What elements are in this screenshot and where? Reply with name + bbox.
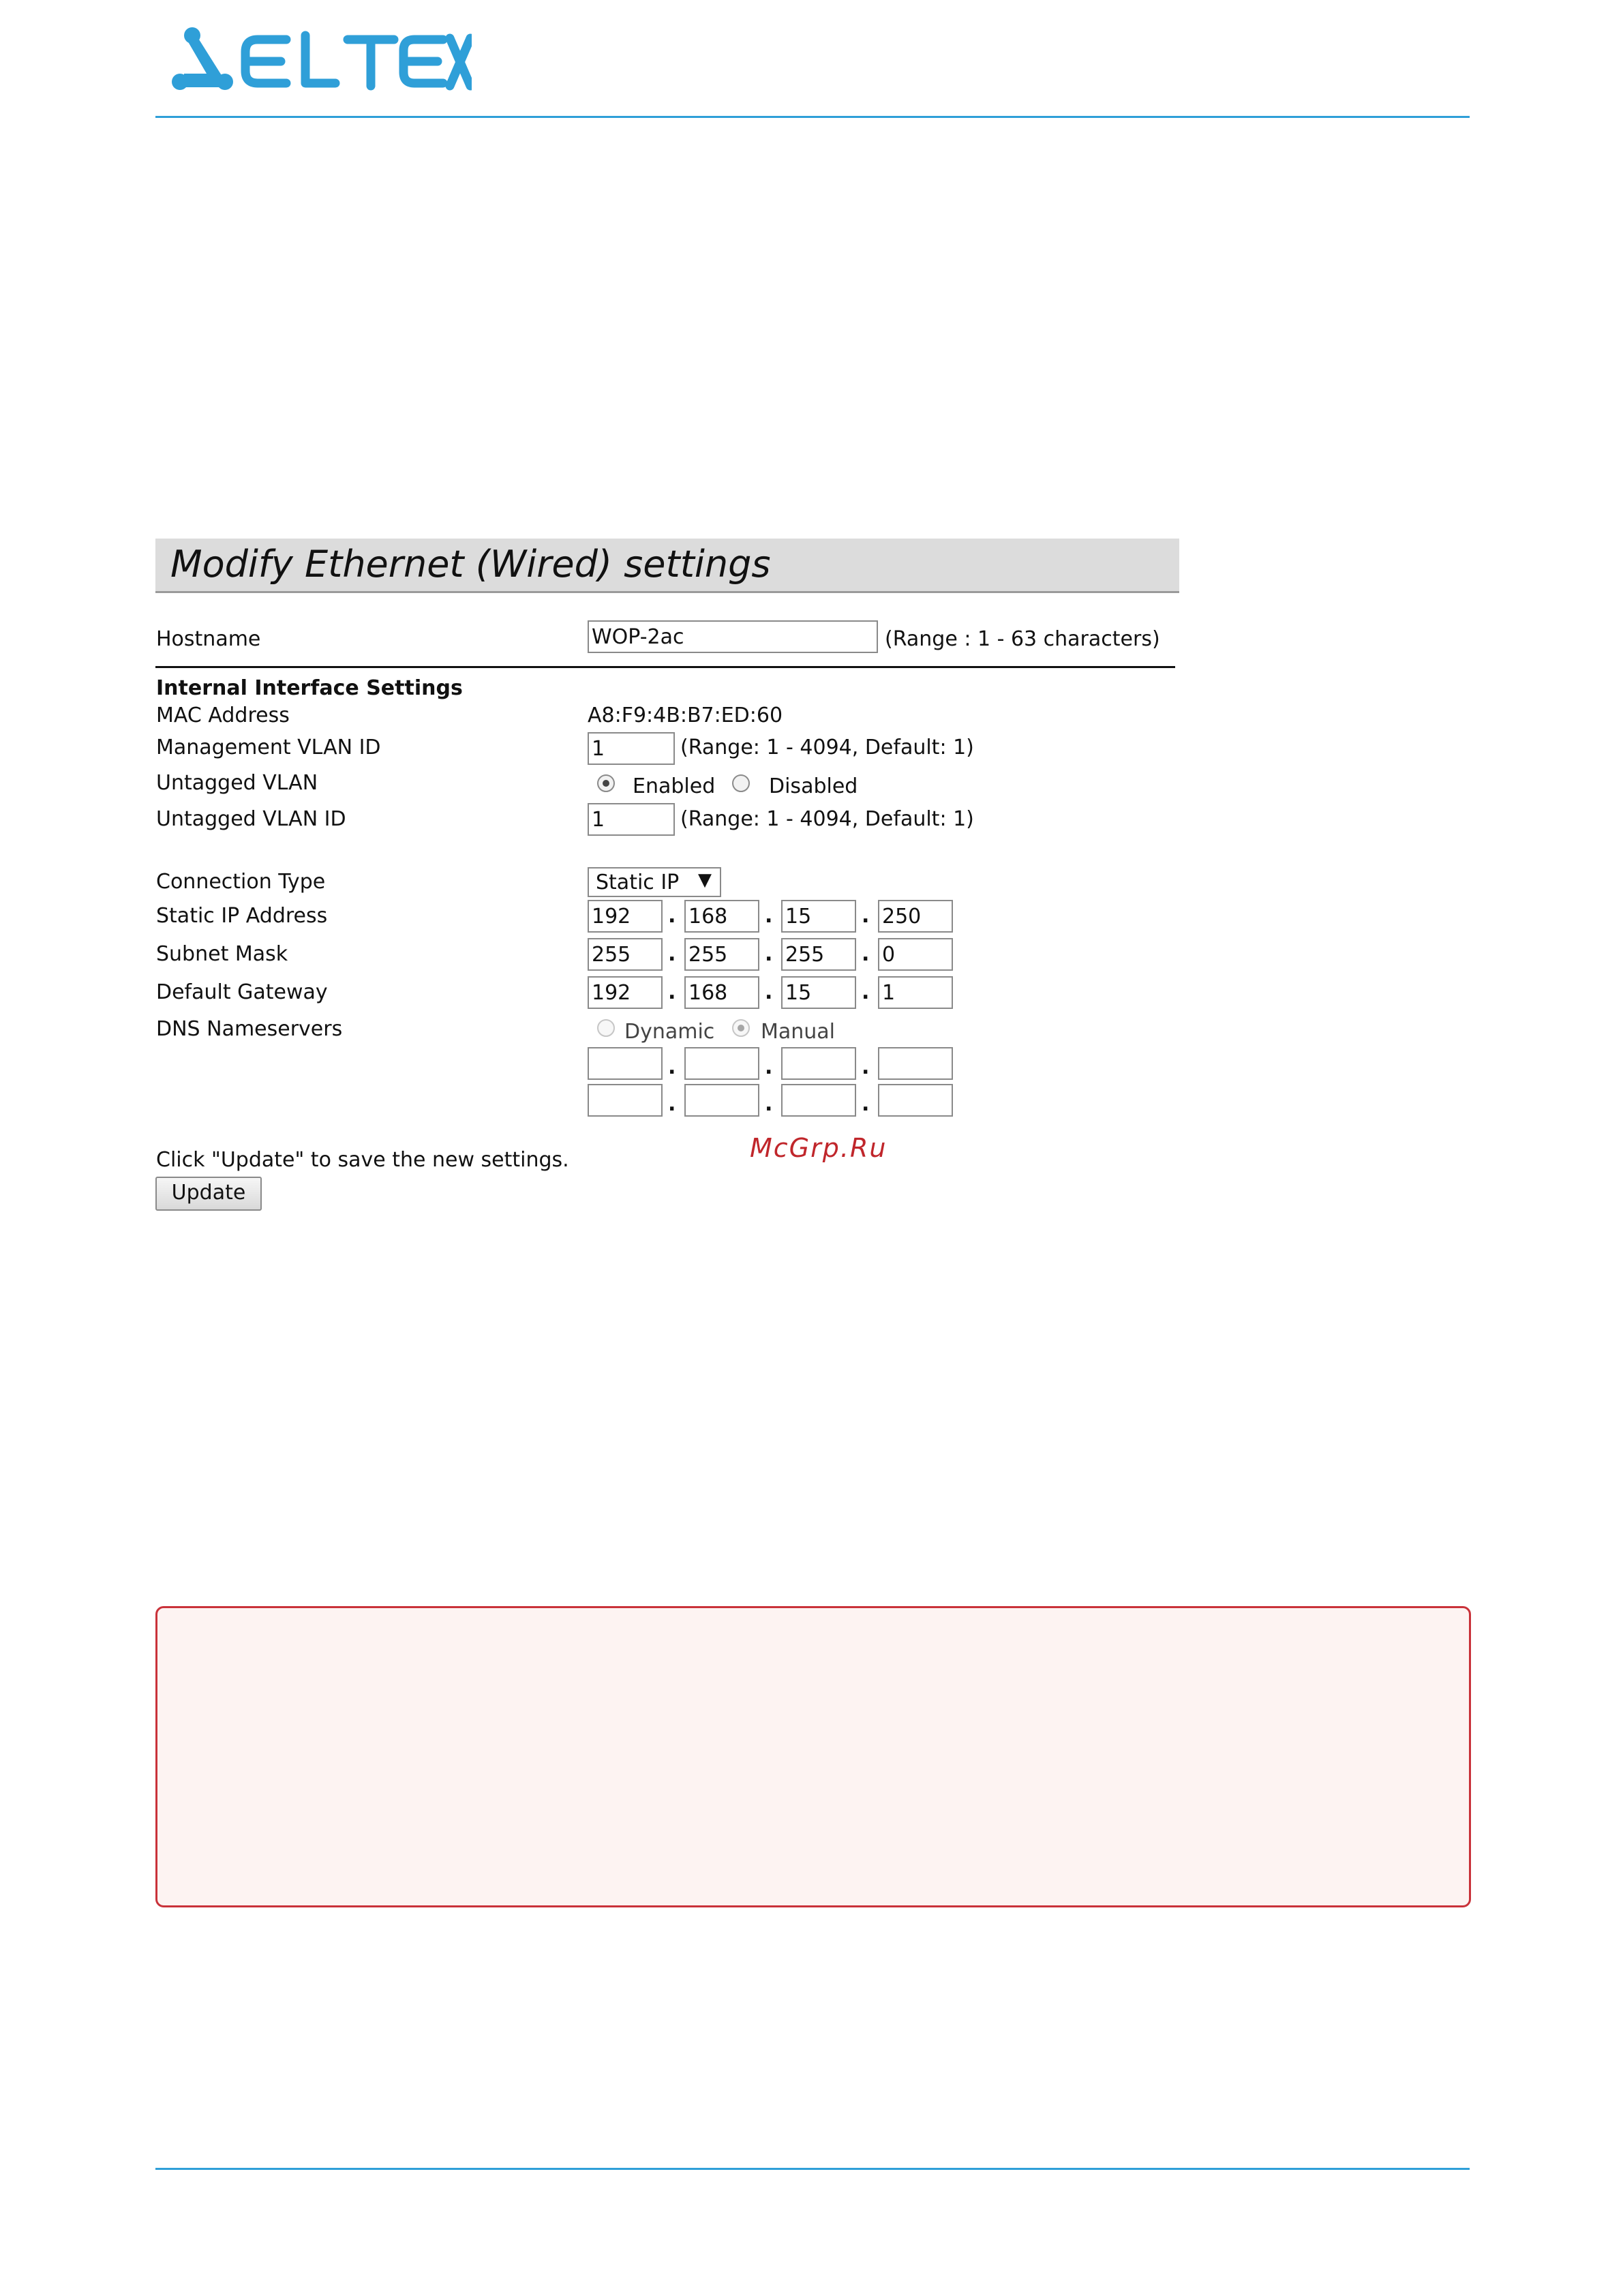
untagged-vlan-disabled-radio[interactable] — [732, 774, 750, 792]
ip-dot: . — [765, 980, 773, 1004]
dns-dynamic-label: Dynamic — [624, 1020, 715, 1044]
hostname-label: Hostname — [156, 627, 261, 651]
subnet-mask-octet-1[interactable]: 255 — [588, 938, 663, 971]
static-ip-label: Static IP Address — [156, 904, 328, 928]
ip-dot: . — [668, 1055, 676, 1079]
static-ip-octet-4[interactable]: 250 — [878, 900, 953, 933]
update-button[interactable]: Update — [155, 1177, 262, 1211]
management-vlan-input[interactable]: 1 — [588, 732, 675, 765]
ip-dot: . — [668, 904, 676, 928]
dns-manual-label: Manual — [761, 1020, 836, 1044]
ip-dot: . — [862, 942, 870, 966]
eltex-logo-image — [172, 26, 472, 94]
untagged-vlan-id-label: Untagged VLAN ID — [156, 807, 346, 831]
ip-dot: . — [862, 1092, 870, 1116]
untagged-vlan-id-input[interactable]: 1 — [588, 803, 675, 836]
dns-primary-octet-4[interactable] — [878, 1047, 953, 1080]
ip-dot: . — [668, 942, 676, 966]
default-gateway-label: Default Gateway — [156, 980, 328, 1004]
ip-dot: . — [765, 904, 773, 928]
dns-primary-octet-1[interactable] — [588, 1047, 663, 1080]
ip-dot: . — [862, 904, 870, 928]
header-divider — [155, 116, 1470, 118]
static-ip-octet-1[interactable]: 192 — [588, 900, 663, 933]
warning-box — [155, 1606, 1471, 1907]
dns-primary-octet-2[interactable] — [684, 1047, 759, 1080]
dns-dynamic-radio[interactable] — [597, 1019, 615, 1037]
ip-dot: . — [765, 942, 773, 966]
subnet-mask-label: Subnet Mask — [156, 942, 288, 966]
footer-divider — [155, 2168, 1470, 2170]
dns-secondary-octet-4[interactable] — [878, 1084, 953, 1117]
dropdown-arrow-icon: ▼ — [698, 870, 712, 890]
internal-interface-heading: Internal Interface Settings — [156, 676, 463, 700]
update-hint: Click "Update" to save the new settings. — [156, 1148, 569, 1172]
gateway-octet-2[interactable]: 168 — [684, 976, 759, 1009]
subnet-mask-octet-4[interactable]: 0 — [878, 938, 953, 971]
connection-type-label: Connection Type — [156, 870, 326, 894]
untagged-vlan-disabled-label: Disabled — [769, 774, 858, 798]
hostname-separator — [155, 666, 1175, 668]
ip-dot: . — [668, 1092, 676, 1116]
connection-type-select[interactable] — [588, 867, 721, 897]
mac-address-value: A8:F9:4B:B7:ED:60 — [588, 704, 783, 727]
subnet-mask-octet-2[interactable]: 255 — [684, 938, 759, 971]
static-ip-octet-3[interactable]: 15 — [781, 900, 856, 933]
dns-secondary-octet-3[interactable] — [781, 1084, 856, 1117]
untagged-vlan-enabled-label: Enabled — [633, 774, 716, 798]
gateway-octet-3[interactable]: 15 — [781, 976, 856, 1009]
management-vlan-label: Management VLAN ID — [156, 736, 381, 759]
panel-title: Modify Ethernet (Wired) settings — [170, 543, 771, 586]
ip-dot: . — [765, 1055, 773, 1079]
connection-type-value: Static IP — [596, 871, 680, 894]
ip-dot: . — [765, 1092, 773, 1116]
ip-dot: . — [668, 980, 676, 1004]
hostname-input[interactable]: WOP-2ac — [588, 620, 878, 653]
dns-manual-radio[interactable] — [732, 1019, 750, 1037]
dns-nameservers-label: DNS Nameservers — [156, 1017, 343, 1041]
static-ip-octet-2[interactable]: 168 — [684, 900, 759, 933]
dns-primary-octet-3[interactable] — [781, 1047, 856, 1080]
untagged-vlan-enabled-radio[interactable] — [597, 774, 615, 792]
management-vlan-hint: (Range: 1 - 4094, Default: 1) — [680, 736, 974, 759]
ip-dot: . — [862, 1055, 870, 1079]
watermark: McGrp.Ru — [750, 1133, 888, 1163]
dns-secondary-octet-1[interactable] — [588, 1084, 663, 1117]
hostname-range-hint: (Range : 1 - 63 characters) — [885, 627, 1160, 651]
mac-address-label: MAC Address — [156, 704, 290, 727]
dns-secondary-octet-2[interactable] — [684, 1084, 759, 1117]
ip-dot: . — [862, 980, 870, 1004]
panel-title-bar — [155, 539, 1179, 593]
gateway-octet-1[interactable]: 192 — [588, 976, 663, 1009]
subnet-mask-octet-3[interactable]: 255 — [781, 938, 856, 971]
untagged-vlan-id-hint: (Range: 1 - 4094, Default: 1) — [680, 807, 974, 831]
eltex-logo — [172, 26, 472, 94]
untagged-vlan-label: Untagged VLAN — [156, 771, 318, 795]
gateway-octet-4[interactable]: 1 — [878, 976, 953, 1009]
